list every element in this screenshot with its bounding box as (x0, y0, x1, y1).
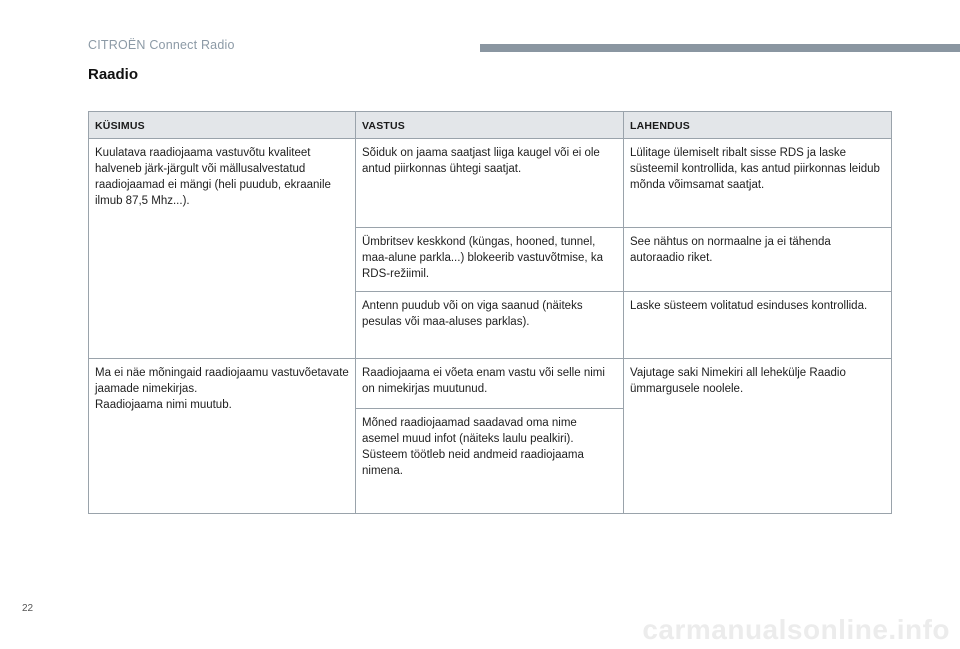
troubleshooting-table (88, 111, 892, 514)
solution-cell: Laske süsteem volitatud esinduses kontrollida. (624, 292, 892, 359)
page-number: 22 (22, 603, 34, 614)
watermark: carmanualsonline.info (642, 614, 950, 645)
question-cell: Kuulatava raadiojaama vastuvõtu kvaliteet halveneb järk-järgult või mällusalvestatud raadiojaamad ei mängi (heli puudub, ekraanile ilmub 87,5 Mhz...). (89, 139, 356, 359)
answer-cell: Raadiojaama ei võeta enam vastu või selle nimi on nimekirjas muutunud. (356, 359, 624, 409)
table-row (89, 139, 892, 228)
answer-cell: Ümbritsev keskkond (küngas, hooned, tunnel, maa-alune parkla...) blokeerib vastuvõtmise, ka RDS-režiimil. (356, 228, 624, 292)
table-row (89, 359, 892, 409)
answer-cell: Mõned raadiojaamad saadavad oma nime asemel muud infot (näiteks laulu pealkiri). Süsteem töötleb neid andmeid raadiojaama nimena. (356, 409, 624, 514)
answer-cell: Sõiduk on jaama saatjast liiga kaugel või ei ole antud piirkonnas ühtegi saatjat. (356, 139, 624, 228)
solution-cell: Lülitage ülemiselt ribalt sisse RDS ja laske süsteemil kontrollida, kas antud piirkonnas leidub mõnda võimsamat saatjat. (624, 139, 892, 228)
answer-cell: Antenn puudub või on viga saanud (näiteks pesulas või maa-aluses parklas). (356, 292, 624, 359)
column-header-question: KÜSIMUS (89, 112, 356, 139)
brand-title: CITROËN Connect Radio (88, 38, 235, 52)
column-header-solution: LAHENDUS (624, 112, 892, 139)
solution-cell: Vajutage saki Nimekiri all lehekülje Raadio ümmargusele noolele. (624, 359, 892, 514)
header-bar (480, 44, 960, 52)
table-header-row (89, 112, 892, 139)
column-header-answer: VASTUS (356, 112, 624, 139)
question-cell: Ma ei näe mõningaid raadiojaamu vastuvõetavate jaamade nimekirjas. Raadiojaama nimi muutub. (89, 359, 356, 514)
section-title: Raadio (88, 66, 139, 83)
solution-cell: See nähtus on normaalne ja ei tähenda autoraadio riket. (624, 228, 892, 292)
